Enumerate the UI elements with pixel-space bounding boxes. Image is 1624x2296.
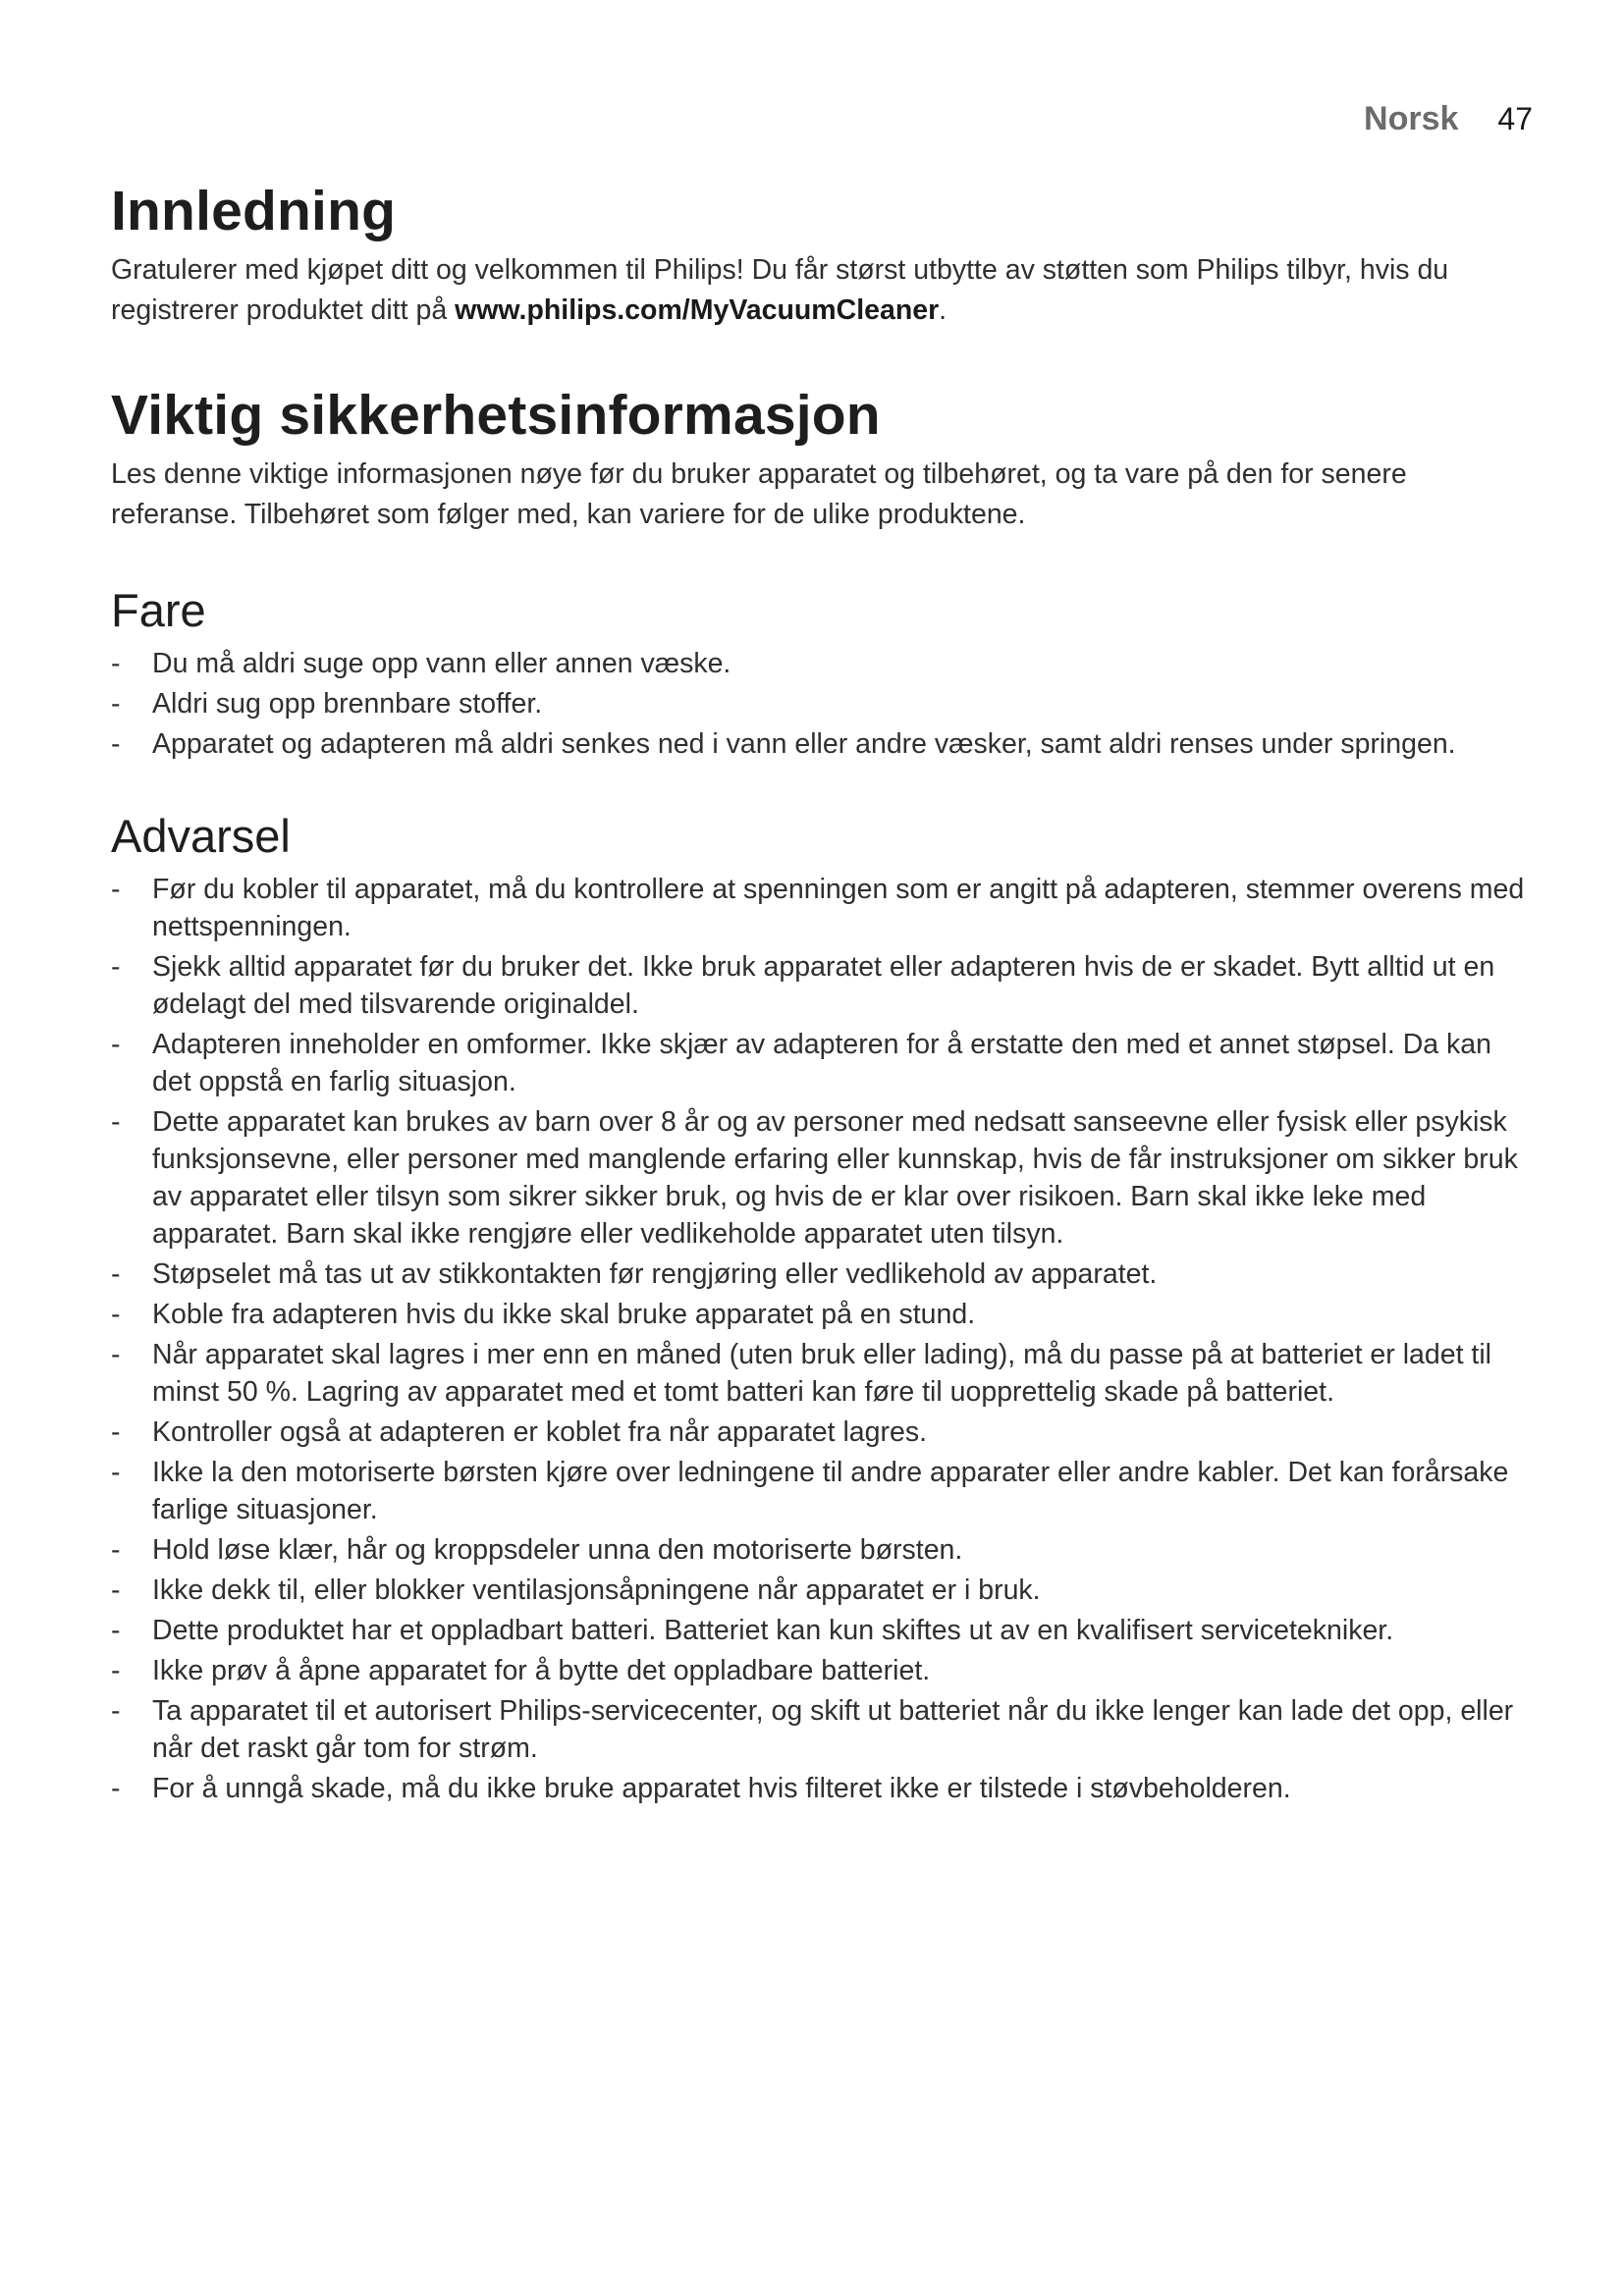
bullet-dash: - [111,1575,121,1606]
page-number: 47 [1497,101,1533,136]
intro-text: Gratulerer med kjøpet ditt og velkommen til Philips! Du får størst utbytte av støtten som Philips tilbyr, hvis du registrerer produktet ditt på [111,254,1449,326]
bullet-dash: - [111,1258,121,1290]
safety-paragraph: Les denne viktige informasjonen nøye før du bruker apparatet og tilbehøret, og ta vare på den for senere referanse. Tilbehøret som følger med, kan variere for de ulike produktene. [111,458,1407,530]
intro-paragraph [111,250,1525,331]
bullet-dash: - [111,1615,121,1646]
bullet-dash: - [111,951,121,983]
bullet-dash: - [111,1029,121,1060]
bullet-dash: - [111,874,121,905]
warning-list-item [111,1612,1525,1649]
warning-item-text: Før du kobler til apparatet, må du kontrollere at spenningen som er angitt på adapteren, stemmer overens med nettspenningen. [152,874,1525,942]
warning-list-item [111,1103,1525,1253]
danger-list-item [111,685,1525,722]
bullet-dash: - [111,728,121,760]
warning-list-item [111,1026,1525,1100]
warning-list-item [111,1531,1525,1569]
bullet-dash: - [111,1339,121,1370]
warning-item-text: Dette apparatet kan brukes av barn over 8 år og av personer med nedsatt sanseevne eller fysisk eller psykisk funksjonsevne, eller personer med manglende erfaring eller kunnskap, hvis de får instruksjoner om sikker bruk av apparatet eller tilsyn som sikrer sikker bruk, og hvis de er klar over risikoen. Barn skal ikke leke med apparatet. Barn skal ikke rengjøre eller vedlikeholde apparatet uten tilsyn. [152,1106,1518,1250]
warning-list [111,871,1525,1807]
warning-item-text: Når apparatet skal lagres i mer enn en måned (uten bruk eller lading), må du passe på at batteriet er ladet til minst 50 %. Lagring av apparatet med et tomt batteri kan føre til uopprettelig skade på batteriet. [152,1339,1491,1408]
warning-list-item [111,1572,1525,1609]
warning-item-text: Kontroller også at adapteren er koblet fra når apparatet lagres. [152,1416,927,1448]
danger-list-item [111,725,1525,763]
warning-item-text: Ikke dekk til, eller blokker ventilasjonsåpningene når apparatet er i bruk. [152,1575,1041,1606]
warning-list-item [111,948,1525,1023]
bullet-dash: - [111,1457,121,1488]
warning-item-text: For å unngå skade, må du ikke bruke apparatet hvis filteret ikke er tilstede i støvbeholderen. [152,1773,1291,1804]
danger-item-text: Aldri sug opp brennbare stoffer. [152,688,543,720]
bullet-dash: - [111,688,121,720]
warning-list-item [111,1652,1525,1689]
intro-text-end: . [939,294,947,326]
page-header [1364,100,1533,138]
warning-list-item [111,1255,1525,1293]
warning-item-text: Koble fra adapteren hvis du ikke skal bruke apparatet på en stund. [152,1299,976,1330]
warning-list-item [111,1454,1525,1528]
language-label: Norsk [1364,100,1459,137]
bullet-dash: - [111,1773,121,1804]
danger-heading: Fare [111,584,206,636]
warning-item-text: Hold løse klær, hår og kroppsdeler unna den motoriserte børsten. [152,1534,963,1566]
warning-item-text: Adapteren inneholder en omformer. Ikke skjær av adapteren for å erstatte den med et annet støpsel. Da kan det oppstå en farlig situasjon. [152,1029,1492,1097]
warning-list-item [111,1414,1525,1451]
warning-list-item [111,1336,1525,1411]
safety-heading: Viktig sikkerhetsinformasjon [111,384,881,447]
warning-item-text: Ta apparatet til et autorisert Philips-servicecenter, og skift ut batteriet når du ikke lenger kan lade det opp, eller når det raskt går tom for strøm. [152,1695,1514,1764]
warning-item-text: Sjekk alltid apparatet før du bruker det. Ikke bruk apparatet eller adapteren hvis de er skadet. Bytt alltid ut en ødelagt del med tilsvarende originaldel. [152,951,1495,1020]
registration-link[interactable]: www.philips.com/MyVacuumCleaner [455,294,940,326]
warning-item-text: Ikke la den motoriserte børsten kjøre over ledningene til andre apparater eller andre kabler. Det kan forårsake farlige situasjoner. [152,1457,1509,1525]
danger-item-text: Du må aldri suge opp vann eller annen væske. [152,648,731,679]
bullet-dash: - [111,1299,121,1330]
danger-list-item [111,645,1525,682]
bullet-dash: - [111,1106,121,1138]
warning-list-item [111,871,1525,945]
warning-list-item [111,1770,1525,1807]
page-content [111,172,1525,1810]
warning-heading: Advarsel [111,810,291,862]
warning-item-text: Dette produktet har et oppladbart batteri. Batteriet kan kun skiftes ut av en kvalifisert servicetekniker. [152,1615,1394,1646]
intro-heading: Innledning [111,180,397,242]
warning-item-text: Støpselet må tas ut av stikkontakten før rengjøring eller vedlikehold av apparatet. [152,1258,1158,1290]
warning-item-text: Ikke prøv å åpne apparatet for å bytte det oppladbare batteriet. [152,1655,931,1686]
bullet-dash: - [111,648,121,679]
bullet-dash: - [111,1534,121,1566]
danger-item-text: Apparatet og adapteren må aldri senkes ned i vann eller andre væsker, samt aldri renses under springen. [152,728,1456,760]
warning-list-item [111,1692,1525,1767]
bullet-dash: - [111,1695,121,1727]
bullet-dash: - [111,1416,121,1448]
warning-list-item [111,1296,1525,1333]
danger-list [111,645,1525,763]
bullet-dash: - [111,1655,121,1686]
